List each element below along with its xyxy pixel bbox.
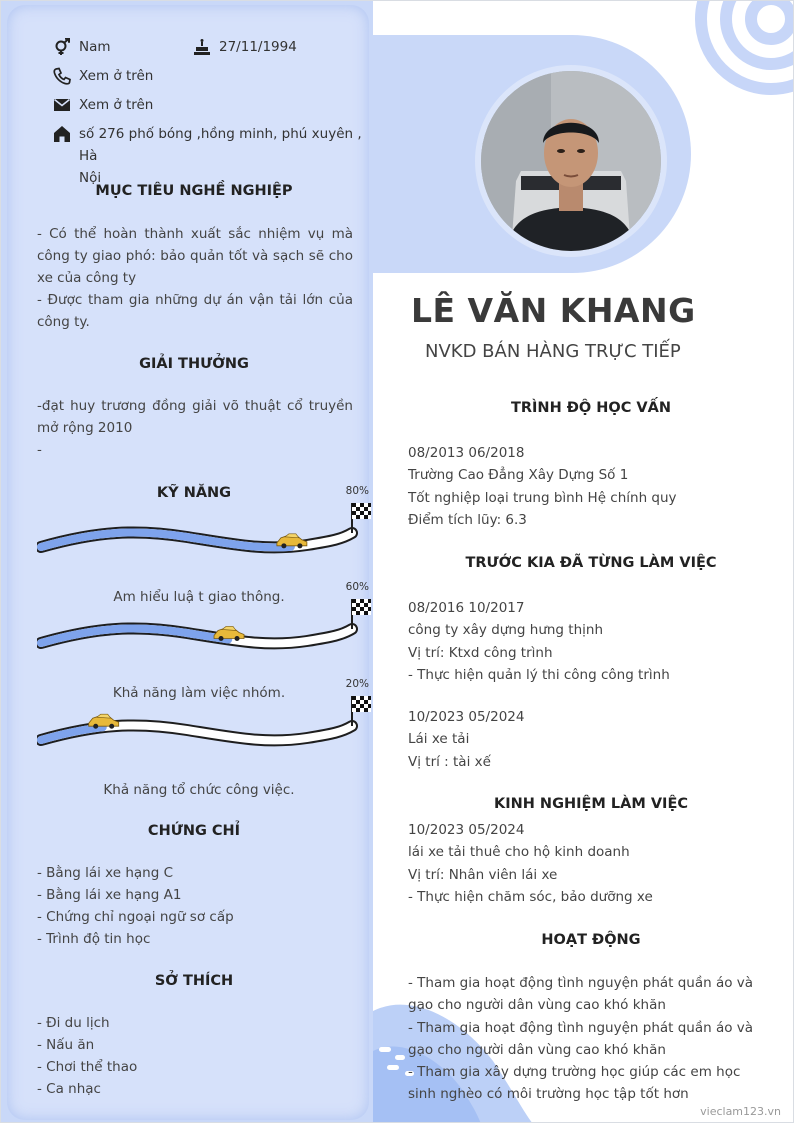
certificate-item: - Bằng lái xe hạng C: [37, 865, 174, 881]
car-icon: [89, 714, 119, 729]
birthday-value: 27/11/1994: [219, 39, 297, 55]
birthday-row: [193, 36, 333, 58]
certificate-item: - Chứng chỉ ngoại ngữ sơ cấp: [37, 909, 234, 925]
phone-row: [53, 65, 253, 87]
hobby-item: - Chơi thể thao: [37, 1059, 138, 1075]
skill-meter: [37, 678, 371, 748]
experience-line: 10/2023 05/2024: [408, 822, 525, 838]
home-icon: [53, 125, 71, 143]
past-work-line: 10/2023 05/2024: [408, 709, 525, 725]
address-line-1: số 276 phố bóng ,hồng minh, phú xuyên , Hà: [79, 126, 362, 164]
job-title: NVKD BÁN HÀNG TRỰC TIẾP: [425, 341, 681, 362]
address-line-2: Nội: [79, 170, 102, 186]
skill-road: [37, 678, 371, 753]
past-work-line: Vị trí : tài xế: [408, 753, 491, 770]
award-line: -: [37, 442, 42, 458]
car-icon: [214, 626, 244, 641]
past-work-line: Vị trí: Ktxd công trình: [408, 644, 553, 661]
certificate-item: - Trình độ tin học: [37, 931, 151, 947]
certificates-list: [37, 862, 353, 950]
hobby-item: - Nấu ăn: [37, 1037, 95, 1053]
skill-percent: 80%: [345, 485, 369, 497]
full-name: LÊ VĂN KHANG: [411, 291, 696, 330]
past-work-line: 08/2016 10/2017: [408, 600, 525, 616]
awards-title: GIẢI THƯỞNG: [139, 356, 249, 372]
past-work-line: công ty xây dựng hưng thịnh: [408, 622, 603, 639]
education-title: TRÌNH ĐỘ HỌC VẤN: [510, 400, 672, 416]
education-line: Trường Cao Đẳng Xây Dựng Số 1: [408, 467, 629, 484]
profile-photo-image: [481, 71, 661, 251]
skill-label: Khả năng tổ chức công việc.: [103, 782, 295, 798]
activity-item: - Tham gia xây dựng trường học giúp các em học sinh nghèo có môi trường học tập tốt hơn: [408, 1064, 741, 1103]
experience-title: KINH NGHIỆM LÀM VIỆC: [493, 796, 688, 812]
email-row: [53, 94, 253, 116]
skill-road: [37, 581, 371, 656]
phone-value: Xem ở trên: [79, 68, 154, 84]
activity-item: - Tham gia hoạt động tình nguyện phát quần áo và gạo cho người dân vùng cao khó khăn: [408, 975, 754, 1014]
hobby-item: - Ca nhạc: [37, 1081, 101, 1097]
finish-flag-icon: [352, 503, 371, 519]
address-value: [79, 123, 379, 189]
past-work-line: - Thực hiện quản lý thi công công trình: [408, 666, 670, 683]
skill-percent: 20%: [345, 678, 369, 690]
activities-list: [408, 972, 768, 1106]
experience-line: Vị trí: Nhân viên lái xe: [408, 866, 558, 883]
skill-meter: [37, 581, 371, 651]
birthday-cake-icon: [193, 38, 211, 56]
hobbies-title: SỞ THÍCH: [154, 973, 234, 989]
certificates-title: CHỨNG CHỈ: [147, 823, 241, 839]
award-line: -đạt huy trương đồng giải võ thuật cổ truyền mở rộng 2010: [37, 398, 353, 436]
experience-line: - Thực hiện chăm sóc, bảo dưỡng xe: [408, 888, 653, 905]
certificate-item: - Bằng lái xe hạng A1: [37, 887, 182, 903]
gender-value: Nam: [79, 39, 111, 55]
education-line: Điểm tích lũy: 6.3: [408, 511, 527, 528]
skill-road: [37, 485, 371, 560]
car-icon: [277, 534, 307, 549]
address-row: [53, 123, 373, 186]
skill-label: Am hiểu luậ t giao thông.: [113, 589, 285, 605]
profile-photo: [481, 71, 661, 251]
experience-entry: [408, 819, 768, 908]
watermark: vieclam123.vn: [700, 1105, 781, 1118]
skill-label: Khả năng làm việc nhóm.: [112, 685, 286, 701]
hobbies-list: [37, 1012, 353, 1100]
finish-flag-icon: [352, 599, 371, 615]
phone-icon: [53, 67, 71, 85]
awards-text: [37, 395, 353, 461]
gender-row: [53, 36, 183, 58]
objective-title: MỤC TIÊU NGHỀ NGHIỆP: [95, 183, 293, 199]
objective-text: [37, 223, 353, 333]
objective-line: - Có thể hoàn thành xuất sắc nhiệm vụ mà công ty giao phó: bảo quản tốt và sạch sẽ cho xe của công ty: [37, 226, 353, 286]
email-value: Xem ở trên: [79, 97, 154, 113]
past-work-entry: [408, 597, 768, 686]
email-icon: [53, 96, 71, 114]
finish-flag-icon: [352, 696, 371, 712]
past-work-entry: [408, 706, 768, 773]
gender-icon: [53, 38, 71, 56]
experience-line: lái xe tải thuê cho hộ kinh doanh: [408, 844, 630, 861]
objective-line: - Được tham gia những dự án vận tải lớn của công ty.: [37, 292, 353, 330]
past-work-title: TRƯỚC KIA ĐÃ TỪNG LÀM VIỆC: [465, 555, 717, 571]
skill-meter: [37, 485, 371, 555]
education-line: Tốt nghiệp loại trung bình Hệ chính quy: [408, 489, 677, 506]
activities-title: HOẠT ĐỘNG: [541, 932, 641, 948]
hobby-item: - Đi du lịch: [37, 1015, 110, 1031]
education-line: 08/2013 06/2018: [408, 445, 525, 461]
skills-title: KỸ NĂNG: [156, 485, 232, 501]
education-entry: [408, 442, 768, 531]
past-work-line: Lái xe tải: [408, 731, 470, 748]
decorative-circles: [693, 0, 794, 97]
activity-item: - Tham gia hoạt động tình nguyện phát quần áo và gạo cho người dân vùng cao khó khăn: [408, 1019, 754, 1058]
skill-percent: 60%: [345, 581, 369, 593]
